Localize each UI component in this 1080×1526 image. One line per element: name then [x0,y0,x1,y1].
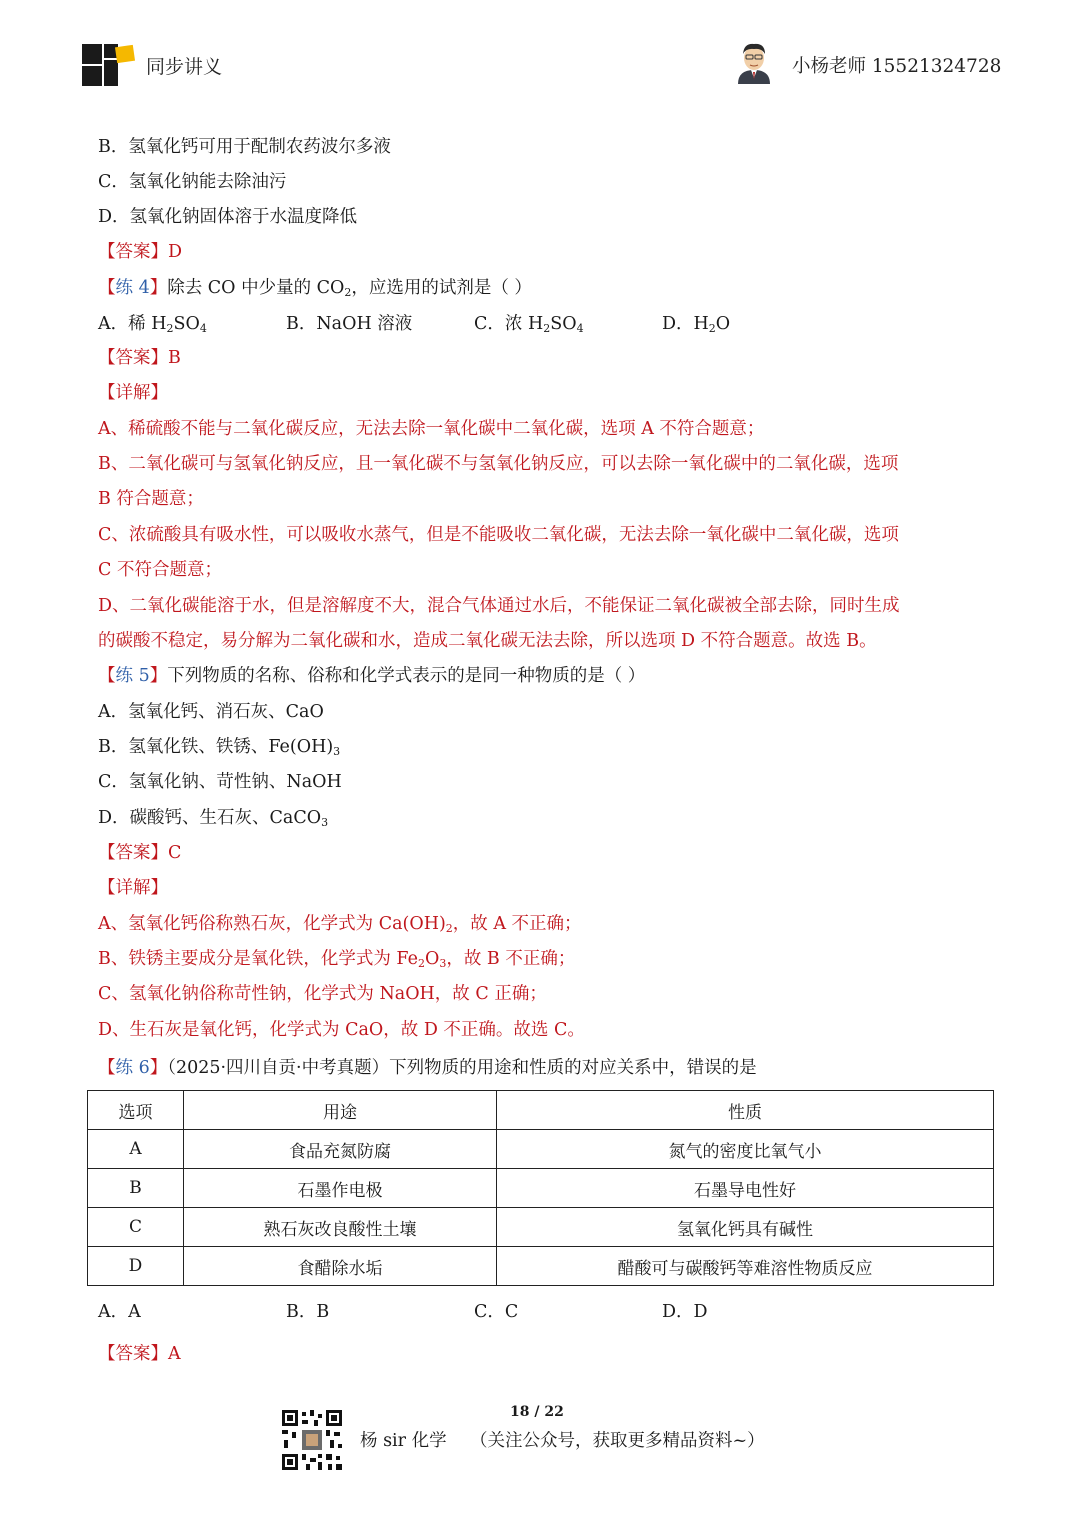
q5-label: 练 5 [115,666,150,686]
q5-option-b: B．氢氧化铁、铁锈、$Fe(OH)_3$ [98,737,341,758]
q4-stem-tail: ，应选用的试剂是（ ） [351,278,532,298]
logo-icon [80,42,136,88]
table-cell: 氮气的密度比氧气小 [497,1130,994,1169]
q5-answer: 【答案】C [98,843,182,863]
q6-option-d: D．D [662,1302,708,1322]
q4-explain-b2: B 符合题意； [98,489,204,509]
qr-code-icon [280,1408,344,1472]
table-cell: C [88,1208,184,1247]
q3-answer: 【答案】D [98,242,183,262]
q5-explain-b: B、铁锈主要成分是氧化铁，化学式为 $Fe_2O_3$，故 B 不正确； [98,949,576,970]
q6-option-b: B．B [286,1302,330,1322]
q4-answer-value: B [168,348,181,368]
q5-answer-value: C [168,843,182,863]
q6-option-c: C．C [474,1302,519,1322]
q5-option-c: C．氢氧化钠、苛性钠、NaOH [98,772,342,792]
table-cell: 醋酸可与碳酸钙等难溶性物质反应 [497,1247,994,1286]
q6-stem-text: （2025·四川自贡·中考真题）下列物质的用途和性质的对应关系中，错误的是 [167,1058,757,1078]
avatar-icon [734,40,774,84]
footer-slogan: （关注公众号，获取更多精品资料~） [470,1431,765,1451]
table-row [88,1247,994,1286]
table-row [88,1130,994,1169]
q6-stem: 【练 6】（2025·四川自贡·中考真题）下列物质的用途和性质的对应关系中，错误的是 [98,1058,757,1078]
q4-label: 练 4 [115,278,150,298]
q5-explain-a: A、氢氧化钙俗称熟石灰，化学式为 $Ca(OH)_2$，故 A 不正确； [98,914,582,935]
q6-table [87,1090,994,1286]
q3-option-d: D．氢氧化钠固体溶于水温度降低 [98,207,358,227]
table-cell: 石墨导电性好 [497,1169,994,1208]
q4-explain-d2: 的碳酸不稳定，易分解为二氧化碳和水，造成二氧化碳无法去除，所以选项 D 不符合题意。故选 B。 [98,631,877,651]
q4-detail-heading: 【详解】 [98,383,168,403]
q4-explain-a: A、稀硫酸不能与二氧化碳反应，无法去除一氧化碳中二氧化碳，选项 A 不符合题意； [98,419,765,439]
answer-label: 答案 [115,242,151,262]
q6-label: 练 6 [115,1058,150,1078]
table-cell: 氢氧化钙具有碱性 [497,1208,994,1247]
q4-option-c: C．浓 $H_2SO_4$ [474,314,584,335]
table-row [88,1169,994,1208]
teacher-avatar [734,40,774,84]
teacher-contact: 小杨老师 15521324728 [792,56,1002,77]
table-cell: 石墨作电极 [184,1169,497,1208]
header-title: 同步讲义 [146,56,223,78]
table-cell: D [88,1247,184,1286]
q5-detail-heading: 【详解】 [98,878,168,898]
table-cell: A [88,1130,184,1169]
q5-stem-text: 下列物质的名称、俗称和化学式表示的是同一种物质的是（ ） [167,666,646,686]
q6-answer-value: A [168,1344,181,1364]
q4-option-b: B．NaOH 溶液 [286,314,413,334]
table-cell: 食醋除水垢 [184,1247,497,1286]
q4-stem-sub: 2 [344,286,352,299]
q5-explain-d: D、生石灰是氧化钙，化学式为 CaO，故 D 不正确。故选 C。 [98,1020,585,1040]
table-header-row [88,1091,994,1130]
table-row [88,1208,994,1247]
page-number: 18 / 22 [510,1404,564,1420]
logo [80,42,136,88]
table-cell: 熟石灰改良酸性土壤 [184,1208,497,1247]
q4-explain-c1: C、浓硫酸具有吸水性，可以吸收水蒸气，但是不能吸收二氧化碳，无法去除一氧化碳中二氧化碳，选项 [98,525,899,545]
q4-answer: 【答案】B [98,348,181,368]
q4-explain-b1: B、二氧化碳可与氢氧化钠反应，且一氧化碳不与氢氧化钠反应，可以去除一氧化碳中的二氧化碳，选项 [98,454,899,474]
qr-code [280,1408,344,1472]
table-header-cell: 选项 [88,1091,184,1130]
q3-answer-value: D [168,242,183,262]
q6-option-a: A．A [98,1302,141,1322]
table-header-cell: 用途 [184,1091,497,1130]
table-cell: 食品充氮防腐 [184,1130,497,1169]
q4-option-d: D．$H_2O$ [662,314,731,335]
q5-stem: 【练 5】下列物质的名称、俗称和化学式表示的是同一种物质的是（ ） [98,666,646,686]
q5-explain-c: C、氢氧化钠俗称苛性钠，化学式为 NaOH，故 C 正确； [98,984,547,1004]
footer-brand: 杨 sir 化学 [360,1431,447,1451]
q5-option-a: A．氢氧化钙、消石灰、CaO [98,702,324,722]
table-cell: B [88,1169,184,1208]
q4-stem: 【练 4】除去 CO 中少量的 $CO_2$，应选用的试剂是（ ） [98,278,532,299]
q5-option-d: D．碳酸钙、生石灰、CaCO$_3$ [98,808,329,829]
q3-option-b: B．氢氧化钙可用于配制农药波尔多液 [98,137,391,157]
q4-explain-d1: D、二氧化碳能溶于水，但是溶解度不大，混合气体通过水后，不能保证二氧化碳被全部去除，同时生成 [98,596,900,616]
q4-stem-text: 除去 CO 中少量的 CO [167,278,345,298]
q4-explain-c2: C 不符合题意； [98,560,222,580]
q6-answer: 【答案】A [98,1344,181,1364]
q4-option-a: A．稀 $H_2SO_4$ [98,314,207,335]
q3-option-c: C．氢氧化钠能去除油污 [98,172,287,192]
table-header-cell: 性质 [497,1091,994,1130]
